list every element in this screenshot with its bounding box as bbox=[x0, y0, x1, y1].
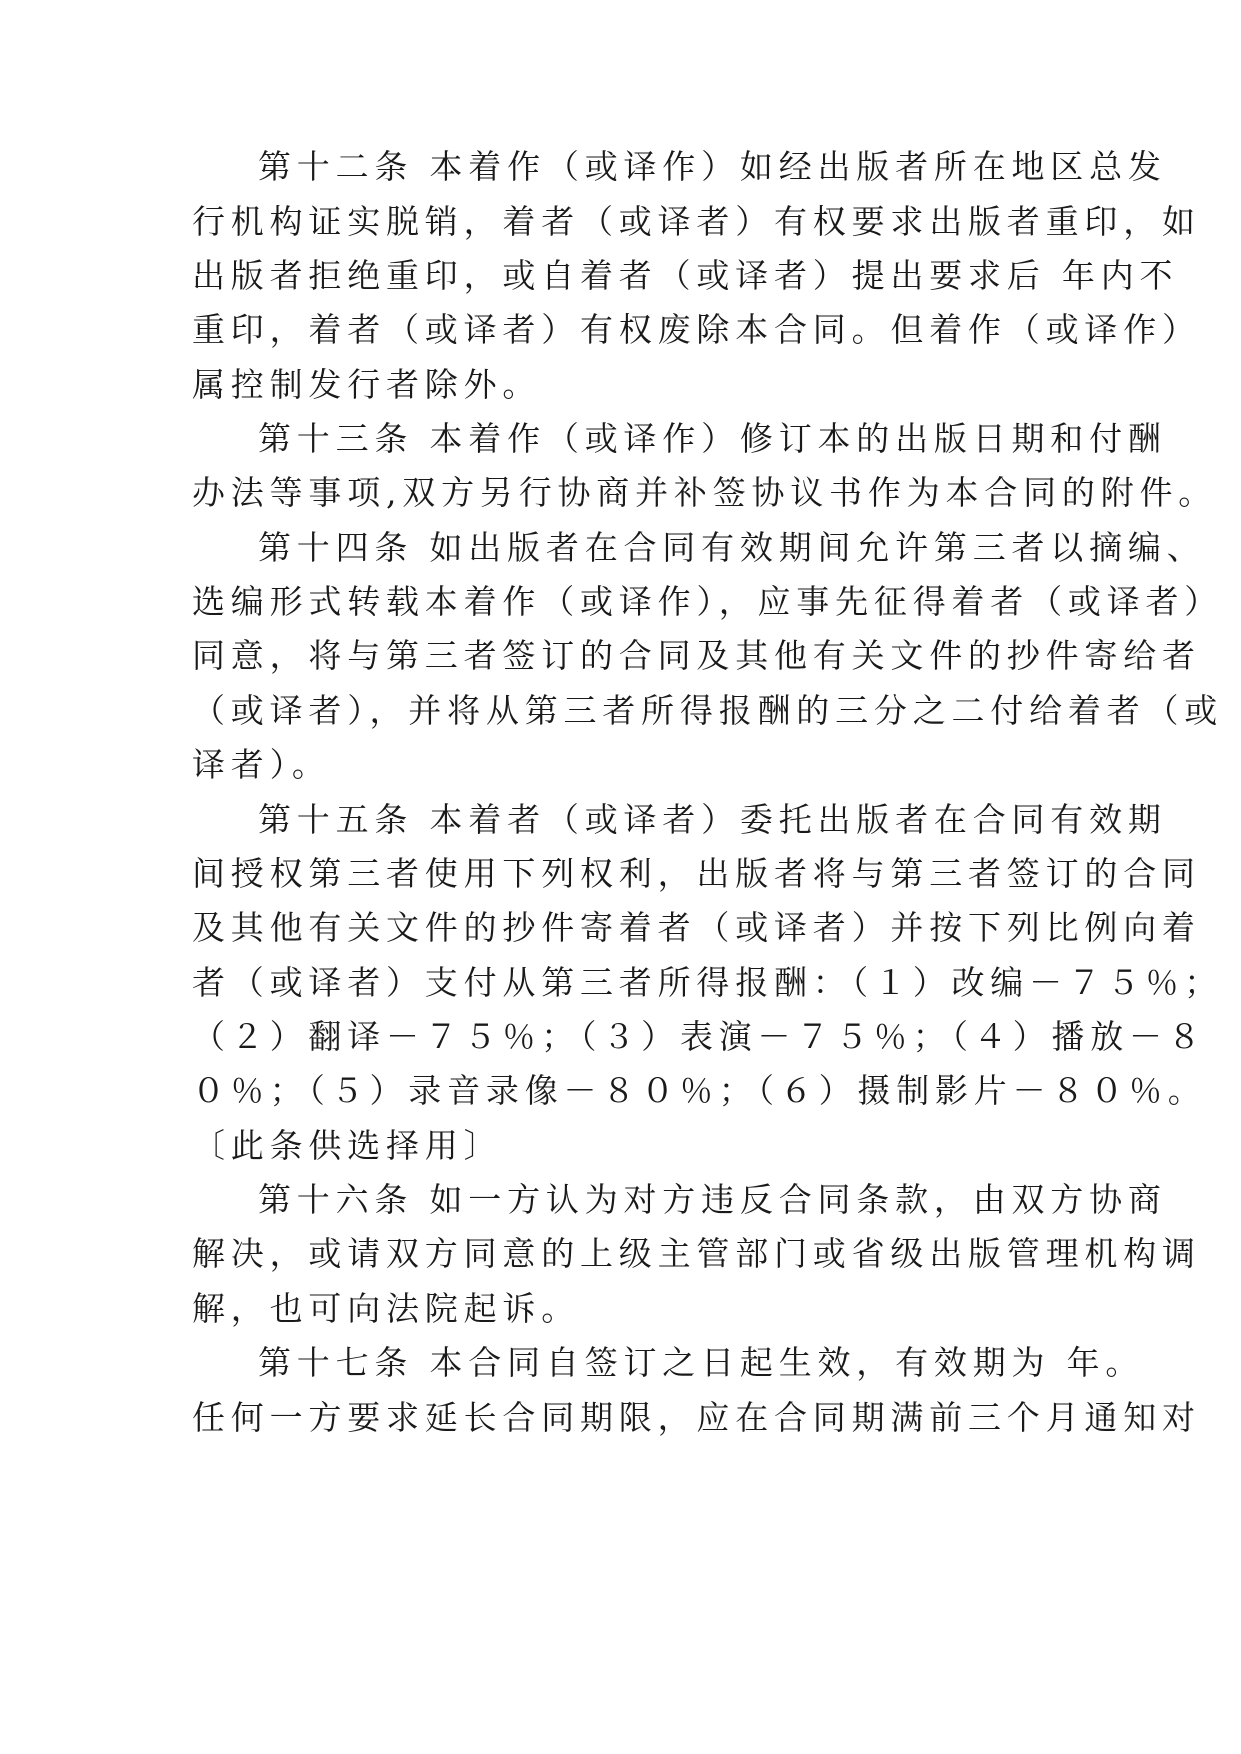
clause-16-line-3: 解，也可向法院起诉。 bbox=[192, 1289, 580, 1328]
clause-14-line-1: 第十四条 如出版者在合同有效期间允许第三者以摘编、 bbox=[258, 528, 1206, 567]
clause-12-line-3: 出版者拒绝重印，或自着者（或译者）提出要求后 年内不 bbox=[192, 256, 1179, 295]
clause-12-line-2: 行机构证实脱销，着者（或译者）有权要求出版者重印，如 bbox=[192, 202, 1201, 241]
clause-15-line-4: 者（或译者）支付从第三者所得报酬：（１）改编－７５％； bbox=[192, 963, 1224, 1002]
clause-15-line-3: 及其他有关文件的抄件寄着者（或译者）并按下列比例向着 bbox=[192, 908, 1201, 947]
clause-13-line-1: 第十三条 本着作（或译作）修订本的出版日期和付酬 bbox=[258, 419, 1167, 458]
clause-15-line-2: 间授权第三者使用下列权利，出版者将与第三者签订的合同 bbox=[192, 854, 1201, 893]
clause-14-line-5: 译者）。 bbox=[192, 745, 331, 784]
clause-15-line-1: 第十五条 本着者（或译者）委托出版者在合同有效期 bbox=[258, 800, 1167, 839]
clause-14-line-4: （或译者），并将从第三者所得报酬的三分之二付给着者（或 bbox=[192, 691, 1224, 730]
clause-15-line-5: （２）翻译－７５％；（３）表演－７５％；（４）播放－８ bbox=[192, 1017, 1207, 1056]
clause-17-line-1: 第十七条 本合同自签订之日起生效，有效期为 年。 bbox=[258, 1343, 1145, 1382]
clause-15-line-6: ０％；（５）录音录像－８０％；（６）摄制影片－８０％。 bbox=[192, 1071, 1207, 1110]
clause-14-line-2: 选编形式转载本着作（或译作），应事先征得着者（或译者） bbox=[192, 582, 1224, 621]
clause-13-line-2: 办法等事项,双方另行协商并补签协议书作为本合同的附件。 bbox=[192, 473, 1218, 512]
clause-12-line-5: 属控制发行者除外。 bbox=[192, 365, 542, 404]
clause-16-line-1: 第十六条 如一方认为对方违反合同条款，由双方协商 bbox=[258, 1180, 1167, 1219]
clause-15-note: 〔此条供选择用〕 bbox=[192, 1126, 503, 1165]
clause-12-line-1: 第十二条 本着作（或译作）如经出版者所在地区总发 bbox=[258, 147, 1167, 186]
clause-16-line-2: 解决，或请双方同意的上级主管部门或省级出版管理机构调 bbox=[192, 1234, 1201, 1273]
clause-17-line-2: 任何一方要求延长合同期限，应在合同期满前三个月通知对 bbox=[192, 1398, 1201, 1437]
clause-14-line-3: 同意，将与第三者签订的合同及其他有关文件的抄件寄给者 bbox=[192, 636, 1201, 675]
clause-12-line-4: 重印，着者（或译者）有权废除本合同。但着作（或译作） bbox=[192, 310, 1201, 349]
